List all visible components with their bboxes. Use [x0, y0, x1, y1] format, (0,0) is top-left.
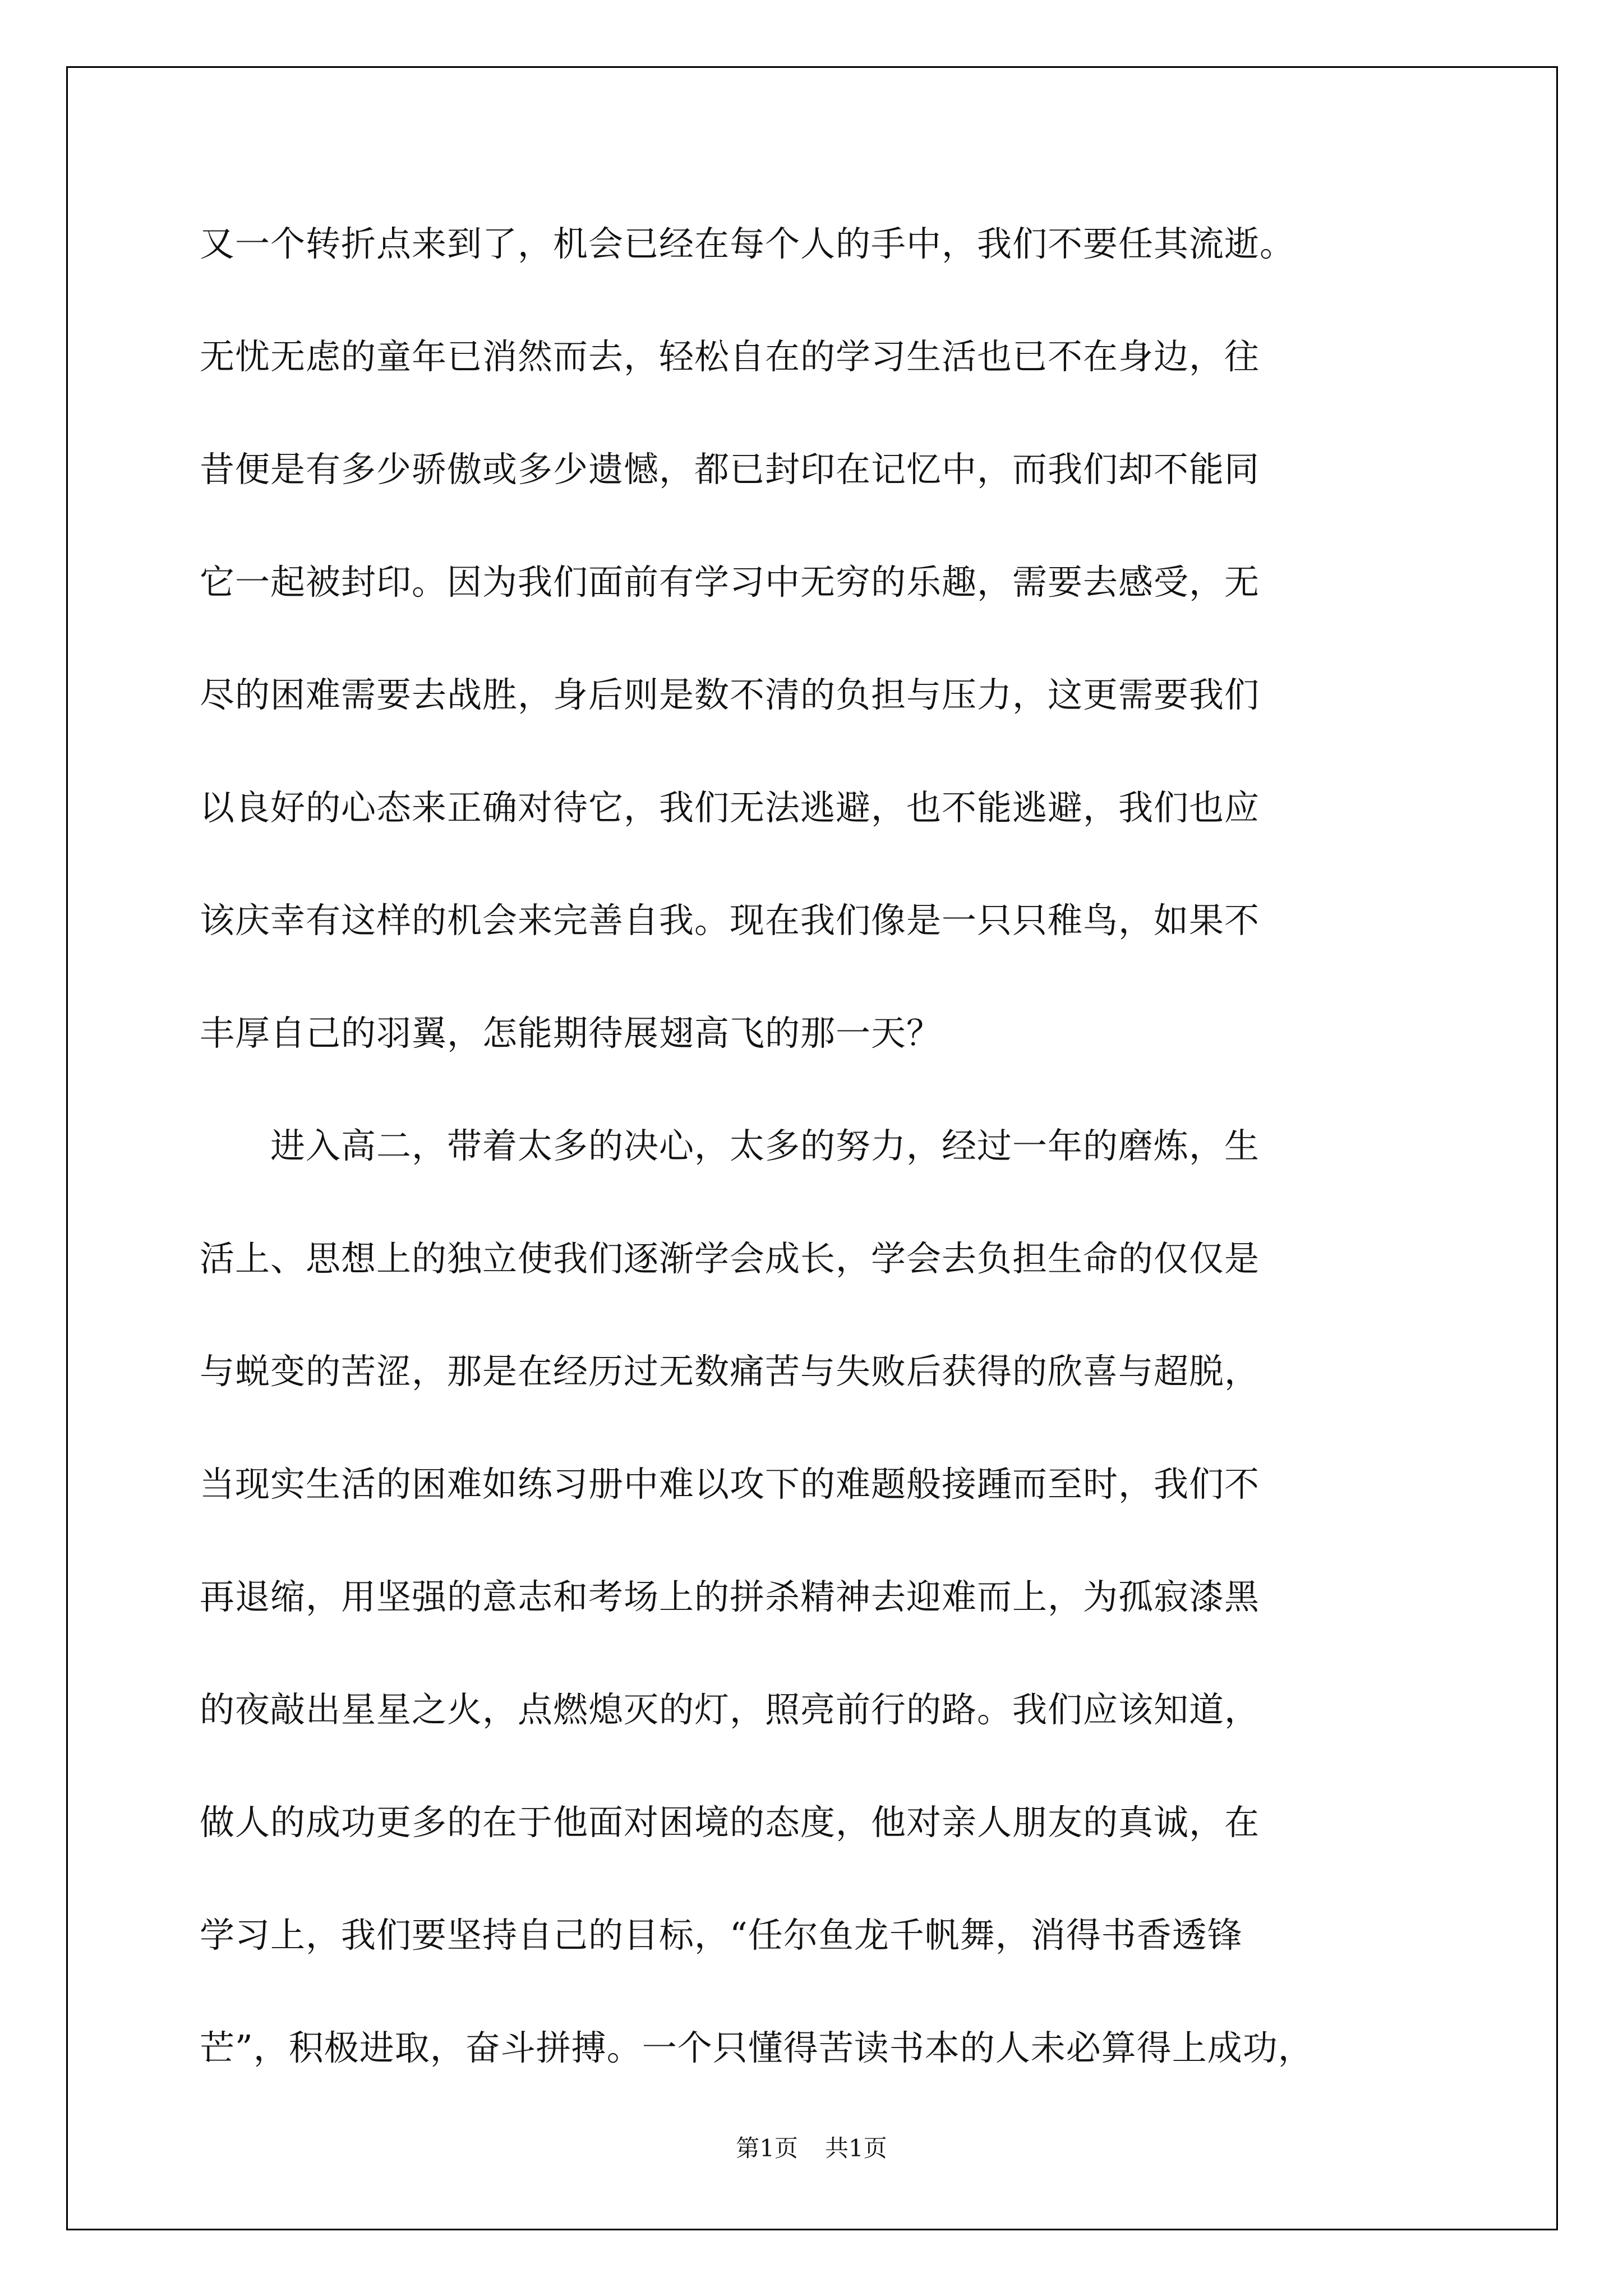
text-line: 的夜敲出星星之火，点燃熄灭的灯，照亮前行的路。我们应该知道， — [200, 1689, 1260, 1730]
text-line: 它一起被封印。因为我们面前有学习中无穷的乐趣，需要去感受，无 — [200, 562, 1260, 602]
text-line: 当现实生活的困难如练习册中难以攻下的难题般接踵而至时，我们不 — [200, 1464, 1260, 1504]
text-line: 尽的困难需要去战胜，身后则是数不清的负担与压力，这更需要我们 — [200, 674, 1260, 715]
page-footer — [0, 2133, 1623, 2164]
text-line: 丰厚自己的羽翼，怎能期待展翅高飞的那一天？ — [200, 1013, 942, 1053]
text-line: 昔便是有多少骄傲或多少遗憾，都已封印在记忆中，而我们却不能同 — [200, 449, 1260, 490]
text-line: 无忧无虑的童年已消然而去，轻松自在的学习生活也已不在身边，往 — [200, 336, 1260, 377]
text-line: 再退缩，用坚强的意志和考场上的拼杀精神去迎难而上，为孤寂漆黑 — [200, 1576, 1260, 1617]
text-line: 学习上，我们要坚持自己的目标，“任尔鱼龙千帆舞，消得书香透锋 — [200, 1915, 1243, 1955]
text-line: 活上、思想上的独立使我们逐渐学会成长，学会去负担生命的仅仅是 — [200, 1238, 1260, 1279]
text-line: 以良好的心态来正确对待它，我们无法逃避，也不能逃避，我们也应 — [200, 787, 1260, 828]
text-line: 该庆幸有这样的机会来完善自我。现在我们像是一只只稚鸟，如果不 — [200, 900, 1260, 941]
text-line: 又一个转折点来到了，机会已经在每个人的手中，我们不要任其流逝。 — [200, 223, 1295, 264]
text-line: 做人的成功更多的在于他面对困境的态度，他对亲人朋友的真诚，在 — [200, 1802, 1260, 1843]
page-number: 第1页 — [736, 2134, 798, 2162]
text-line: 进入高二，带着太多的决心，太多的努力，经过一年的磨炼，生 — [200, 1125, 1260, 1166]
text-line: 与蜕变的苦涩，那是在经历过无数痛苦与失败后获得的欣喜与超脱， — [200, 1351, 1260, 1392]
page-total: 共1页 — [825, 2134, 887, 2162]
text-line: 芒”，积极进取，奋斗拼搏。一个只懂得苦读书本的人未必算得上成功， — [200, 2027, 1313, 2068]
